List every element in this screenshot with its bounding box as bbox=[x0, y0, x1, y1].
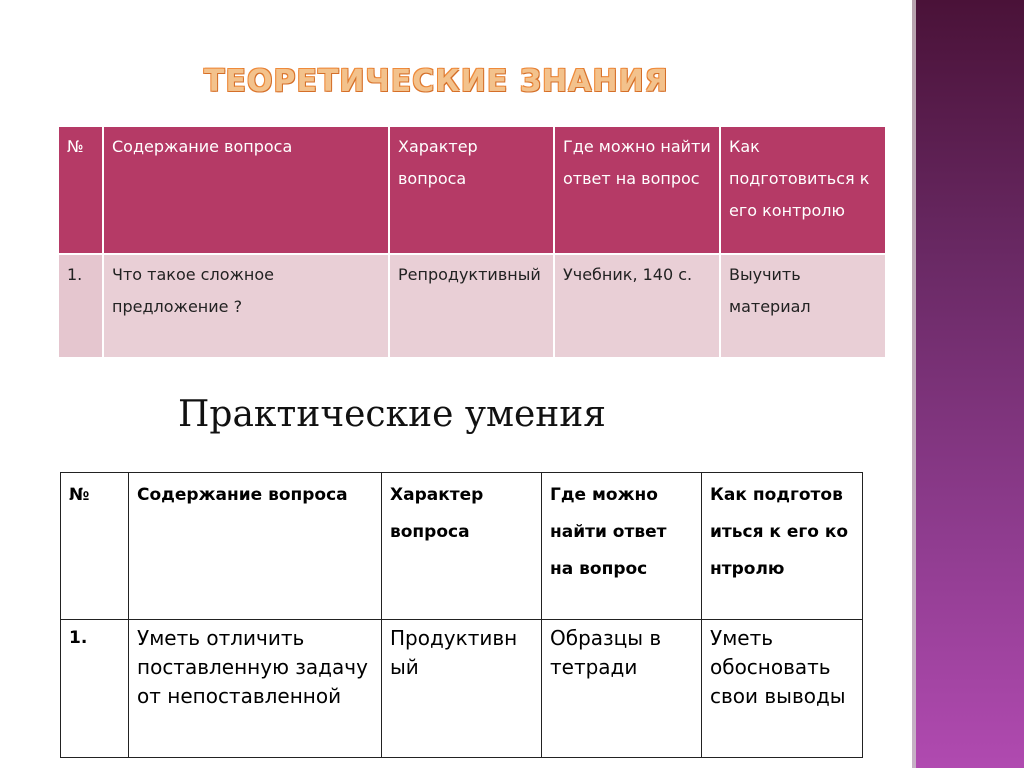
practice-table-header-row bbox=[61, 473, 863, 620]
theory-cell-source: Учебник, 140 с. bbox=[554, 254, 720, 358]
practice-cell-prep: Уметь обосновать свои выводы bbox=[702, 620, 863, 758]
theory-cell-type: Репродуктивный bbox=[389, 254, 554, 358]
practice-header-prep: Как подготовиться к его контролю bbox=[702, 473, 863, 620]
theory-cell-content: Что такое сложное предложение ? bbox=[103, 254, 389, 358]
theory-header-source: Где можно найти ответ на вопрос bbox=[554, 126, 720, 254]
theory-table-header-row bbox=[58, 126, 886, 254]
theory-table bbox=[57, 125, 887, 359]
decorative-side-band bbox=[912, 0, 1024, 768]
practice-header-number: № bbox=[61, 473, 129, 620]
practice-cell-number: 1. bbox=[61, 620, 129, 758]
theory-header-type: Характер вопроса bbox=[389, 126, 554, 254]
practice-table bbox=[60, 472, 863, 758]
table-row bbox=[61, 620, 863, 758]
theory-cell-number: 1. bbox=[58, 254, 103, 358]
theory-header-number: № bbox=[58, 126, 103, 254]
practice-header-type: Характер вопроса bbox=[382, 473, 542, 620]
theory-cell-prep: Выучить материал bbox=[720, 254, 886, 358]
section-title: Практические умения bbox=[178, 394, 607, 435]
practice-cell-source: Образцы в тетради bbox=[542, 620, 702, 758]
table-row bbox=[58, 254, 886, 358]
theory-header-content: Содержание вопроса bbox=[103, 126, 389, 254]
practice-header-source: Где можно найти ответ на вопрос bbox=[542, 473, 702, 620]
theory-header-prep: Как подготовиться к его контролю bbox=[720, 126, 886, 254]
practice-header-content: Содержание вопроса bbox=[129, 473, 382, 620]
practice-cell-content: Уметь отличить поставленную задачу от непоставленной bbox=[129, 620, 382, 758]
slide-title: ТЕОРЕТИЧЕСКИЕ ЗНАНИЯ bbox=[204, 64, 669, 99]
practice-cell-type: Продуктивный bbox=[382, 620, 542, 758]
